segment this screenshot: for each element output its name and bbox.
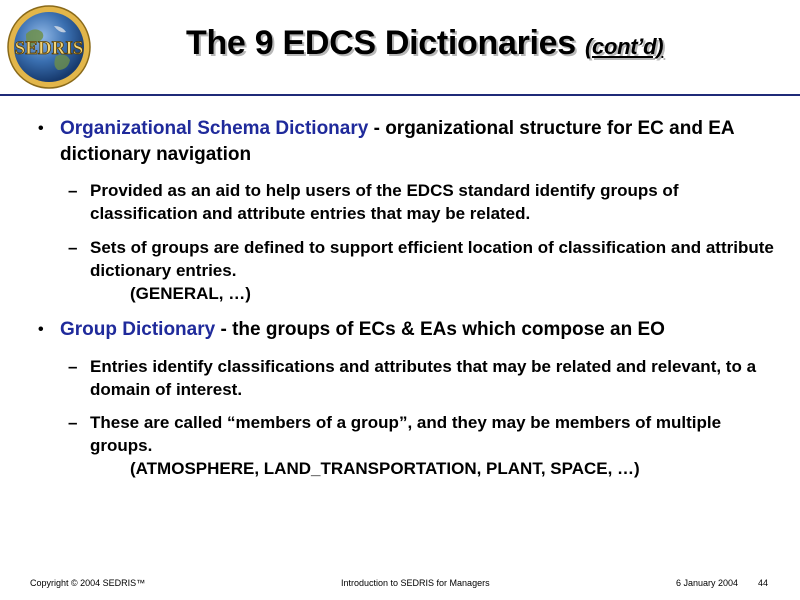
sub-bullet-item (68, 179, 778, 225)
bullet-term: Group Dictionary (60, 319, 216, 340)
sedris-logo (4, 4, 94, 90)
sub-bullet-text: Sets of groups are defined to support efficient location of classification and attribute dictionary entries. (90, 238, 774, 280)
slide-title-main: The 9 EDCS Dictionaries (186, 24, 586, 62)
sub-bullet-item (68, 236, 778, 305)
dash-symbol: – (68, 181, 78, 200)
dash-symbol: – (68, 413, 78, 432)
title-divider (0, 94, 800, 96)
footer-date: 6 January 2004 (676, 578, 739, 588)
bullet-item (38, 317, 778, 343)
bullet-symbol: • (38, 321, 44, 338)
sub-bullet-example: (GENERAL, …) (130, 284, 251, 303)
sub-bullet-item (68, 411, 778, 480)
bullet-symbol: • (38, 120, 44, 137)
footer-page-number: 44 (758, 578, 769, 588)
footer-copyright: Copyright © 2004 SEDRIS™ (30, 578, 146, 588)
slide-title-sub: (cont’d) (585, 34, 664, 59)
sub-bullet-text: These are called “members of a group”, and they may be members of multiple groups. (90, 413, 722, 455)
dash-symbol: – (68, 357, 78, 376)
dash-symbol: – (68, 238, 78, 257)
sub-bullet-text: Entries identify classifications and attributes that may be related and relevant, to a domain of interest. (90, 357, 757, 399)
bullet-item (38, 116, 778, 168)
bullet-desc: - the groups of ECs & EAs which compose an EO (215, 319, 665, 340)
logo-text: SEDRIS (14, 38, 84, 59)
slide-title (186, 24, 786, 63)
sub-bullet-item (68, 355, 778, 401)
bullet-desc: - organizational structure for EC and EA dictionary navigation (60, 118, 734, 165)
bullet-term: Organizational Schema Dictionary (60, 118, 369, 139)
sub-bullet-text: Provided as an aid to help users of the EDCS standard identify groups of classification and attribute entries that may be related. (90, 181, 679, 223)
sub-bullet-example: (ATMOSPHERE, LAND_TRANSPORTATION, PLANT, SPACE, …) (130, 459, 640, 478)
footer-presentation-title: Introduction to SEDRIS for Managers (341, 578, 490, 588)
